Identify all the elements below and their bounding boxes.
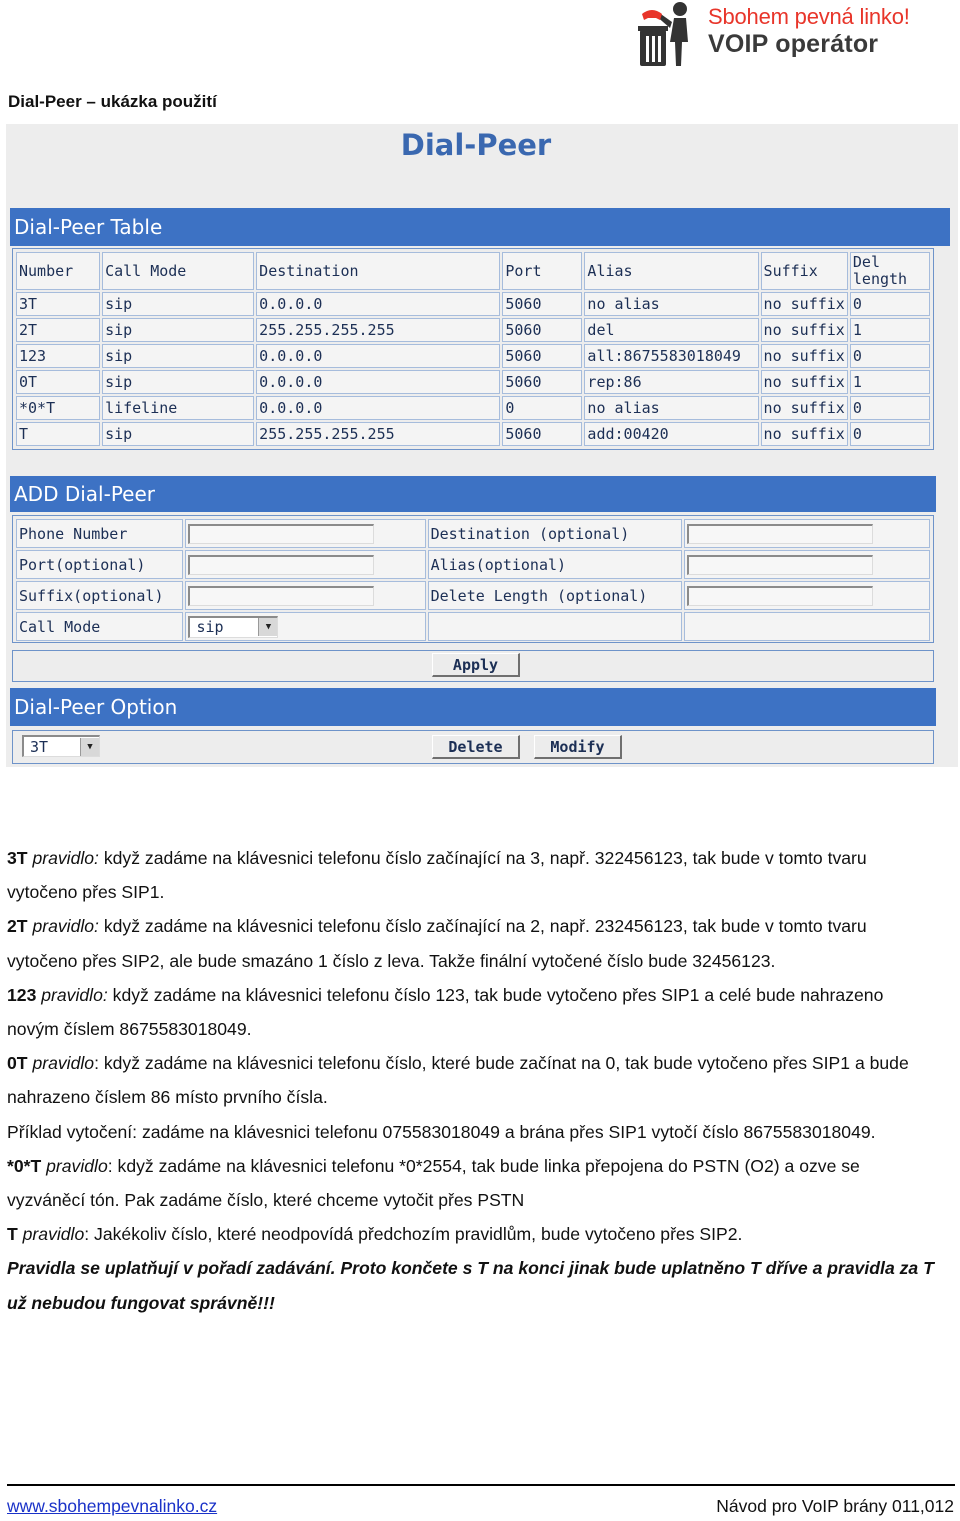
column-header: Destination: [256, 252, 500, 290]
rules-text: [7, 841, 937, 1320]
rule-text: když zadáme na klávesnici telefonu číslo začínající na 3, např. 322456123, tak bude v tomto tvaru vytočeno přes SIP1.: [7, 848, 867, 903]
call-mode-label: Call Mode: [16, 612, 183, 641]
alias-input[interactable]: [687, 555, 873, 575]
example-paragraph: Příklad vytočení: zadáme na klávesnici telefonu 075583018049 a brána přes SIP1 vytočí číslo 8675583018049.: [7, 1121, 876, 1142]
table-cell: 3T: [16, 292, 100, 316]
rule-name: 0T: [7, 1053, 28, 1074]
table-cell: no alias: [584, 396, 758, 420]
phone-number-label: Phone Number: [16, 519, 183, 548]
table-cell: lifeline: [102, 396, 254, 420]
rule-keyword: pravidlo:: [41, 984, 108, 1005]
delete-button[interactable]: Delete: [432, 735, 520, 759]
table-cell: 0: [850, 396, 930, 420]
table-cell: no suffix: [761, 422, 848, 446]
rule-text: : když zadáme na klávesnici telefonu *0*2554, tak bude linka přepojena do PSTN (O2) a ozve se vyzváněcí tón. Pak zadáme číslo, které chceme vytočit přes PSTN: [7, 1155, 860, 1211]
column-header: Call Mode: [102, 252, 254, 290]
phone-number-input[interactable]: [188, 524, 374, 544]
table-cell: 1: [850, 318, 930, 342]
dial-peer-selected: 3T: [30, 737, 49, 756]
logo: [632, 0, 942, 72]
table-cell: 0.0.0.0: [256, 396, 500, 420]
page-title: Dial-Peer: [400, 128, 552, 162]
column-header: Port: [502, 252, 582, 290]
table-cell: sip: [102, 292, 254, 316]
table-cell: no suffix: [761, 370, 848, 394]
table-cell: 0: [502, 396, 582, 420]
table-cell: del: [584, 318, 758, 342]
rule-keyword: pravidlo: [32, 1053, 95, 1074]
logo-tagline: Sbohem pevná linko!: [708, 4, 910, 29]
table-cell: 123: [16, 344, 100, 368]
table-cell: no suffix: [761, 396, 848, 420]
table-cell: no alias: [584, 292, 758, 316]
table-row: [16, 344, 930, 368]
table-row: [16, 396, 930, 420]
suffix-label: Suffix(optional): [16, 581, 183, 610]
delete-length-input[interactable]: [687, 586, 873, 606]
table-cell: no suffix: [761, 318, 848, 342]
table-cell: rep:86: [584, 370, 758, 394]
modify-button[interactable]: Modify: [534, 735, 622, 759]
dial-peer-select[interactable]: [22, 735, 100, 757]
destination-label: Destination (optional): [428, 519, 682, 548]
rule-paragraph: [7, 978, 937, 1046]
table-cell: no suffix: [761, 292, 848, 316]
table-cell: *0*T: [16, 396, 100, 420]
delete-length-label: Delete Length (optional): [428, 581, 682, 610]
rule-keyword: pravidlo: [22, 1224, 85, 1245]
rule-paragraph: [7, 1149, 937, 1217]
dial-peer-table-heading: Dial-Peer Table: [10, 208, 950, 246]
table-cell: add:00420: [584, 422, 758, 446]
rule-text: když zadáme na klávesnici telefonu číslo začínající na 2, např. 232456123, tak bude v tomto tvaru vytočeno přes SIP2, ale bude smazáno 1 číslo z leva. Takže finální vytočené číslo bude 32456123.: [7, 916, 867, 971]
chevron-down-icon: ▼: [80, 738, 99, 756]
phone-trash-icon: [634, 0, 698, 70]
rule-keyword: pravidlo:: [32, 916, 99, 937]
table-cell: 5060: [502, 422, 582, 446]
table-cell: sip: [102, 422, 254, 446]
port-label: Port(optional): [16, 550, 183, 579]
logo-name: VOIP operátor: [708, 30, 879, 58]
chevron-down-icon: ▼: [258, 618, 277, 636]
table-row: [16, 422, 930, 446]
table-cell: sip: [102, 318, 254, 342]
footer-link[interactable]: www.sbohempevnalinko.cz: [7, 1496, 218, 1516]
rule-text: : když zadáme na klávesnici telefonu číslo, které bude začínat na 0, tak bude vytočeno přes SIP1 a bude nahrazeno číslem 86 místo prvního čísla.: [7, 1053, 909, 1108]
table-cell: 5060: [502, 344, 582, 368]
rule-name: *0*T: [7, 1155, 42, 1176]
table-cell: 0: [850, 344, 930, 368]
suffix-input[interactable]: [188, 586, 374, 606]
table-row: [16, 292, 930, 316]
rule-paragraph: [7, 1046, 937, 1114]
dial-peer-table: [12, 248, 934, 450]
table-cell: no suffix: [761, 344, 848, 368]
rule-name: 3T: [7, 848, 28, 868]
table-cell: T: [16, 422, 100, 446]
table-cell: 0.0.0.0: [256, 292, 500, 316]
column-header: Del length: [850, 252, 930, 290]
table-cell: 1: [850, 370, 930, 394]
port-input[interactable]: [188, 555, 374, 575]
table-cell: all:8675583018049: [584, 344, 758, 368]
rule-text: : Jakékoliv číslo, které neodpovídá předchozím pravidlům, bude vytočeno přes SIP2.: [84, 1224, 743, 1245]
footer-caption: Návod pro VoIP brány 011,012: [716, 1496, 954, 1516]
table-cell: 0T: [16, 370, 100, 394]
destination-input[interactable]: [687, 524, 873, 544]
rule-name: 123: [7, 984, 37, 1005]
table-cell: 0: [850, 422, 930, 446]
table-cell: 255.255.255.255: [256, 318, 500, 342]
column-header: Suffix: [761, 252, 848, 290]
table-cell: 0: [850, 292, 930, 316]
table-cell: 2T: [16, 318, 100, 342]
column-header: Number: [16, 252, 100, 290]
add-dial-peer-heading: ADD Dial-Peer: [10, 476, 936, 512]
rule-name: 2T: [7, 916, 28, 937]
table-cell: 0.0.0.0: [256, 370, 500, 394]
table-cell: 255.255.255.255: [256, 422, 500, 446]
call-mode-select[interactable]: [188, 616, 278, 638]
table-row: [16, 318, 930, 342]
table-cell: 5060: [502, 292, 582, 316]
document-title: Dial-Peer – ukázka použití: [8, 92, 217, 111]
table-cell: 5060: [502, 370, 582, 394]
table-cell: 0.0.0.0: [256, 344, 500, 368]
warning-paragraph: Pravidla se uplatňují v pořadí zadávání. Proto končete s T na konci jinak bude uplatněno T dříve a pravidla za T už nebudou fungovat správně!!!: [7, 1258, 934, 1313]
call-mode-value: sip: [196, 618, 224, 636]
dial-peer-option-heading: Dial-Peer Option: [10, 688, 936, 726]
table-row: [16, 370, 930, 394]
table-cell: 5060: [502, 318, 582, 342]
table-cell: sip: [102, 370, 254, 394]
rule-name: T: [7, 1224, 18, 1245]
rule-keyword: pravidlo: [46, 1155, 108, 1176]
column-header: Alias: [584, 252, 758, 290]
rule-text: když zadáme na klávesnici telefonu číslo 123, tak bude vytočeno přes SIP1 a celé bude nahrazeno novým číslem 8675583018049.: [7, 984, 884, 1040]
rule-keyword: pravidlo:: [32, 848, 99, 868]
rule-paragraph: [7, 1217, 937, 1251]
rule-paragraph: [7, 841, 937, 909]
footer-divider: [7, 1484, 955, 1486]
add-dial-peer-form: [12, 515, 934, 643]
rule-paragraph: [7, 909, 937, 977]
table-cell: sip: [102, 344, 254, 368]
alias-label: Alias(optional): [428, 550, 682, 579]
apply-button[interactable]: Apply: [432, 653, 520, 677]
